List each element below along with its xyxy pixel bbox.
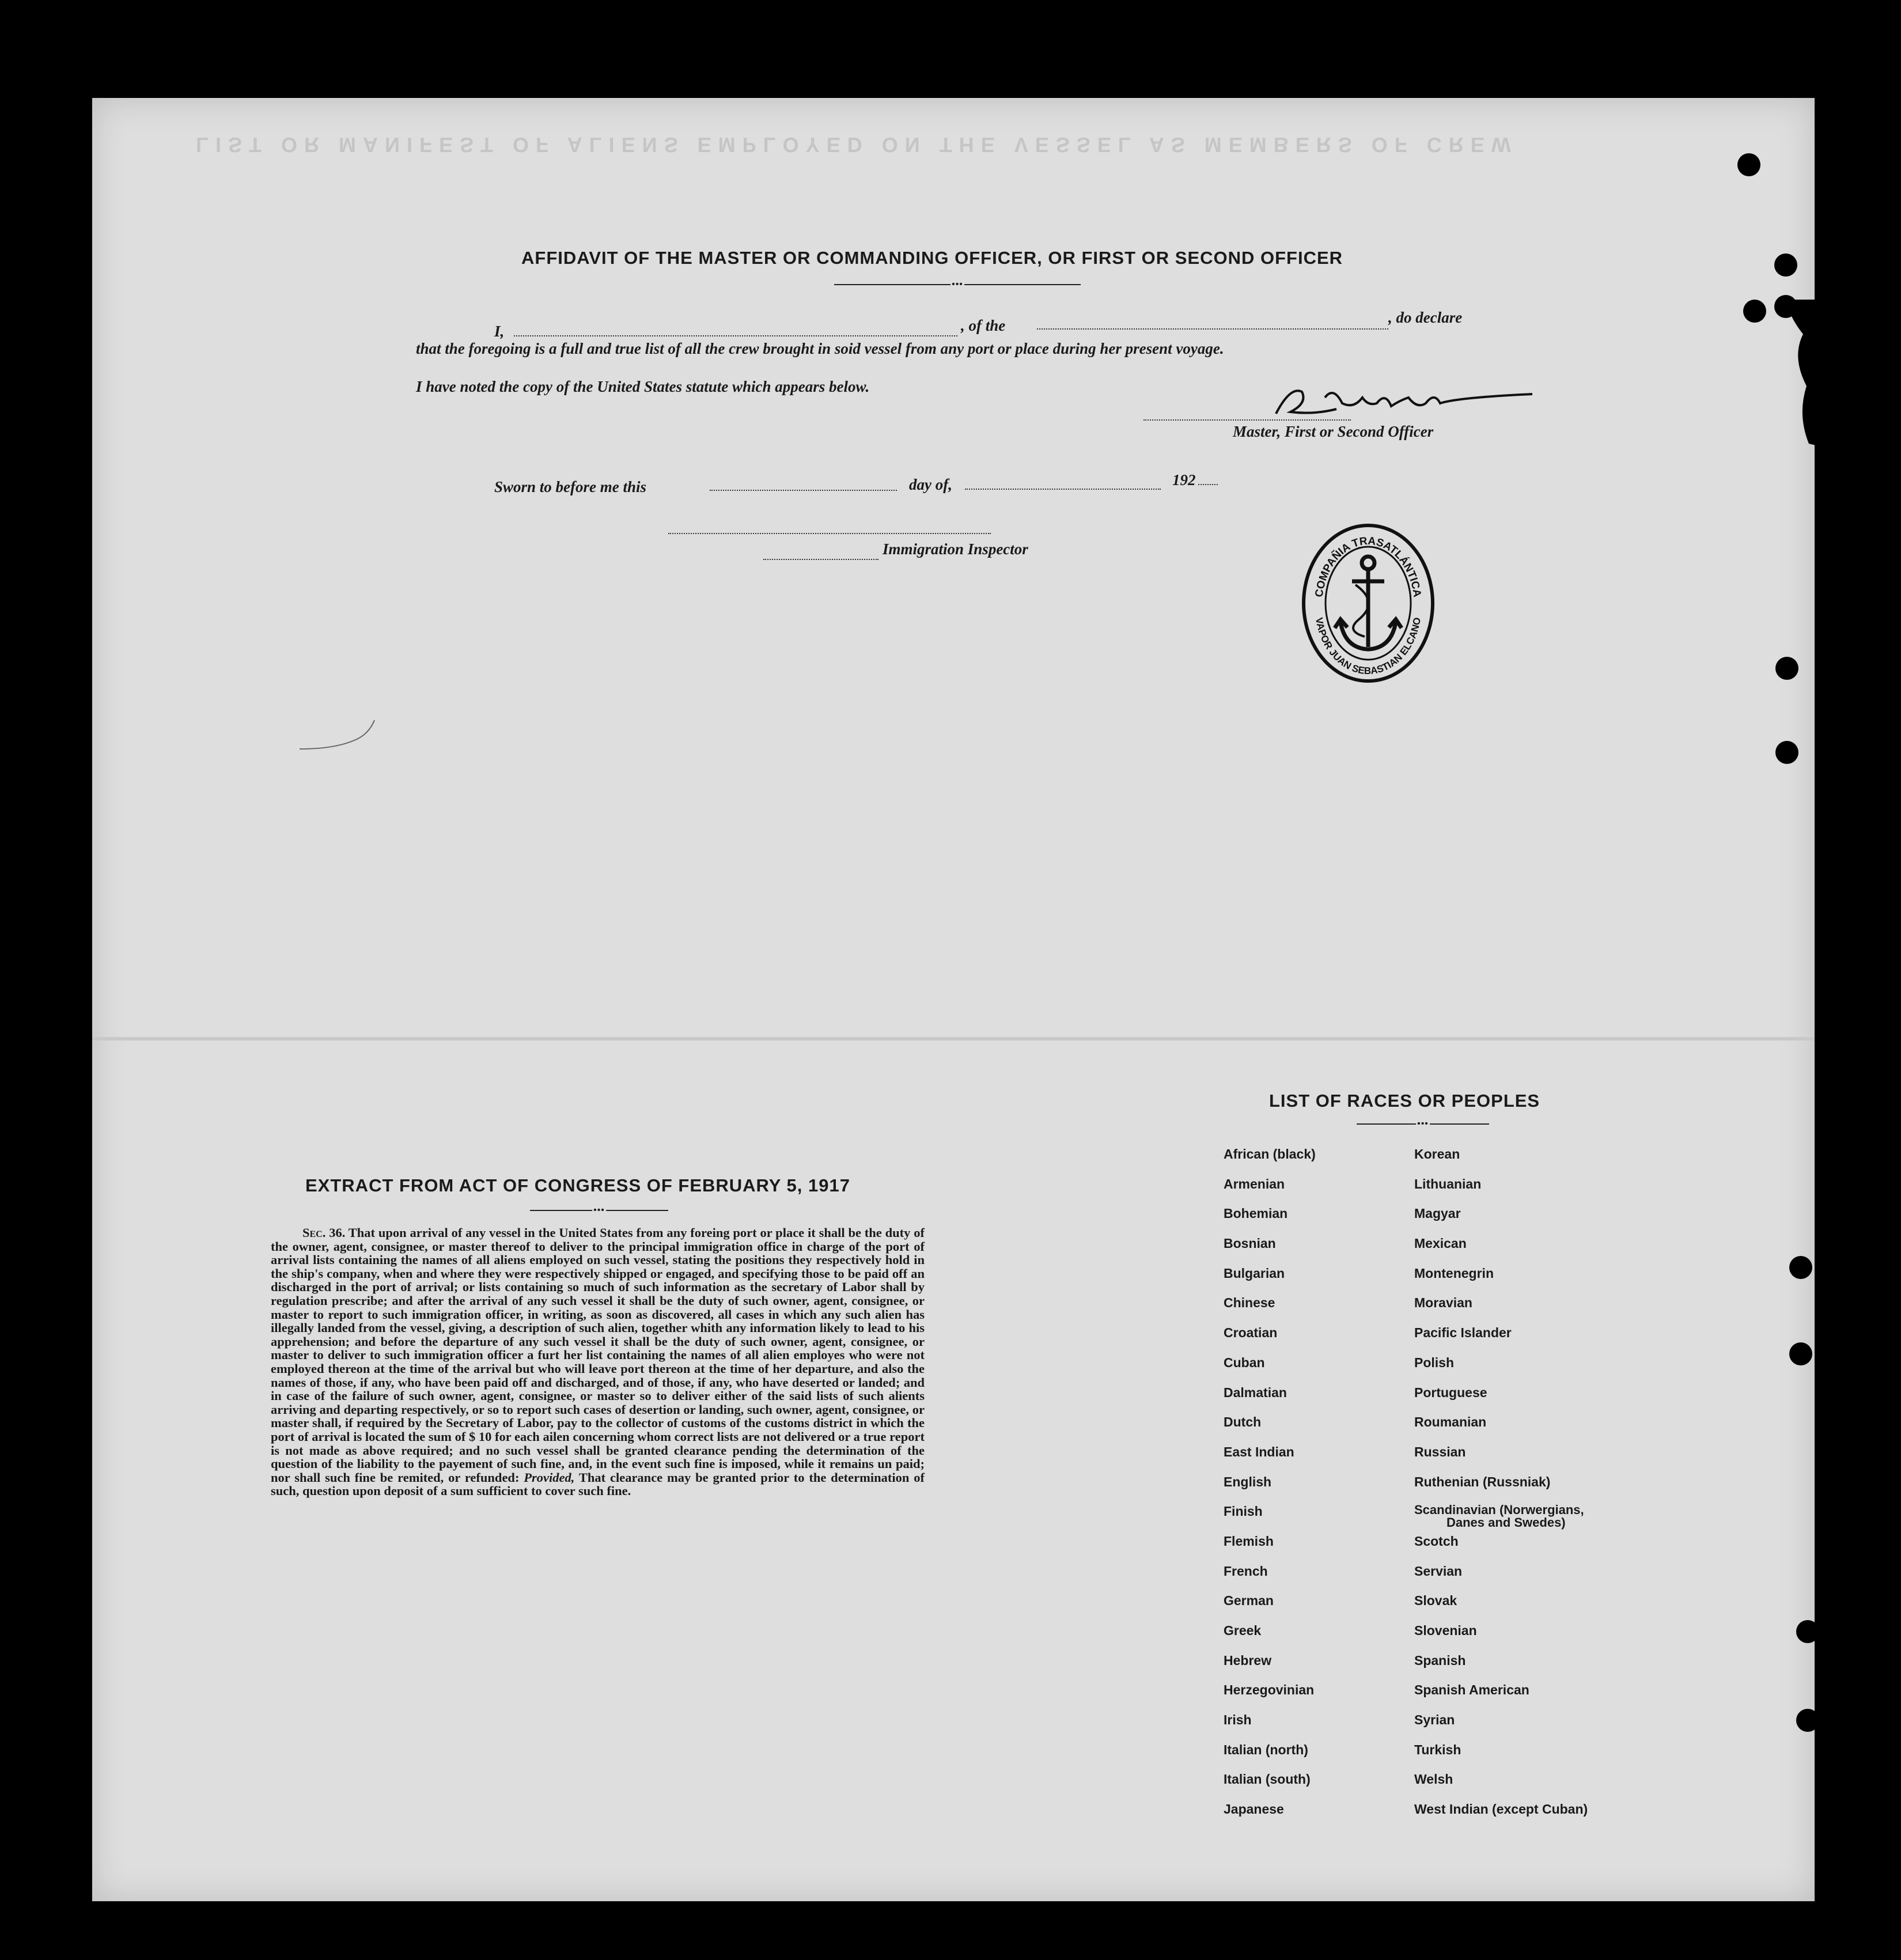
race-item: Scandinavian (Norwergians, (1414, 1503, 1584, 1518)
race-item: Montenegrin (1414, 1265, 1494, 1281)
races-rule: ••• (1357, 1123, 1489, 1125)
race-item: German (1224, 1593, 1274, 1609)
affidavit-declare: , do declare (1388, 309, 1463, 326)
race-item: Russian (1414, 1444, 1466, 1459)
race-item: Spanish American (1414, 1682, 1529, 1698)
sworn-year-field[interactable] (1198, 484, 1218, 485)
punch-hole (1796, 1620, 1819, 1643)
race-item: Chinese (1224, 1295, 1275, 1311)
punch-hole (1743, 300, 1766, 323)
section-number: 36. (329, 1225, 346, 1240)
race-item: Hebrew (1224, 1652, 1272, 1668)
race-item: Italian (south) (1224, 1772, 1311, 1787)
race-item: Bosnian (1224, 1236, 1276, 1251)
race-item: East Indian (1224, 1444, 1294, 1459)
race-item: Polish (1414, 1354, 1455, 1370)
race-item: Greek (1224, 1623, 1262, 1638)
sworn-label: Sworn to before me this (494, 478, 647, 495)
race-item: Lithuanian (1414, 1176, 1482, 1191)
race-item: Moravian (1414, 1295, 1472, 1311)
torn-edge (1786, 300, 1832, 449)
statute-body: That upon arrival of any vessel in the United States from any foreing port or place it shall be the duty of the owner, agent, consignee, or master thereof to deliver to the principal immigration office in charge of the port of arrival lists containing the names of all aliens employed on such vessel, stating the positions they respectively hold in the ship's company, when and where they were respectively shipped or engaged, and specifying those to be paid off an discharged in the port of arrival; or lists containing so much of such information as the secretary of Labor shall by regulation prescribe; and after the arrival of any such vessel it shall be the duty of such owner, agent, consignee, or master to report to such immigration officer, in writing, as soon as discovered, all cases in which any such alien has illegally landed from the vessel, giving, a description of such alien, together whith any information likely to lead to his apprehension; and before the departure of any such vessel it shall be the duty of such owner, agent, consignee, or master to deliver to such immigration officer a furt her list containing the names of all alien employes who were not employed thereon at the time of the arrival but who will leave port thereon at the time of her departure, and also the names of those, if any, who have been paid off and discharged, and of those, if any, who have deserted or landed; and in case of the failure of such owner, agent, consignee, or master so to deliver either of the said lists of such alients arriving and departing respectively, or so to report such cases of desertion or landing, such owner, agent, consignee, or master shall, if required by the Secretary of Labor, pay to the collector of customs of the customs district in which the port of arrival is located the sum of $ 10 for each ailen concerning whom correct lists are not delivered or a true report is not made as above required; and no such vessel shall be granted clearance pending the determination of the question of the liability to the payement of such fine, and, in the event such fine is imposed, while it remains un paid; nor shall such fine be remited, or refunded: (271, 1225, 925, 1485)
officer-signature (1267, 380, 1538, 426)
race-item-scandinavian (1414, 1504, 1588, 1534)
statute-tail: That clearance may be granted prior to the determination of such, question upon deposit of a sum sufficient to cover such fine. (271, 1470, 925, 1499)
races-right-column (1414, 1147, 1588, 1832)
race-item: Slovak (1414, 1593, 1457, 1609)
race-item: Ruthenian (Russniak) (1414, 1474, 1551, 1489)
punch-hole (1737, 153, 1760, 176)
anchor-icon (1335, 557, 1402, 649)
affidavit-i: I, (494, 323, 505, 340)
race-item: Pacific Islander (1414, 1325, 1512, 1341)
race-item: Mexican (1414, 1236, 1467, 1251)
fold-crease (92, 1037, 1815, 1040)
affidavit-title: AFFIDAVIT OF THE MASTER OR COMMANDING OFFICER, OR FIRST OR SECOND OFFICER (521, 248, 1343, 268)
race-item: Spanish (1414, 1652, 1466, 1668)
affidavit-statement: that the foregoing is a full and true list of all the crew brought in soid vessel from any port or place during her present voyage. (416, 340, 1224, 357)
bleed-through-text: LIST OR MANIFEST OF ALIENS EMPLOYED ON THE VESSEL AS MEMBERS OF CREW (196, 133, 1518, 157)
sworn-month-field[interactable] (965, 489, 1161, 490)
race-item: Japanese (1224, 1802, 1284, 1817)
year-label: 192 (1172, 471, 1196, 489)
race-item: Italian (north) (1224, 1742, 1308, 1757)
race-item: Scotch (1414, 1533, 1459, 1549)
statute-provided: Provided, (524, 1470, 575, 1485)
race-item: Bohemian (1224, 1206, 1288, 1221)
pencil-mark (300, 717, 380, 752)
race-item: Slovenian (1414, 1623, 1477, 1638)
race-item: Cuban (1224, 1354, 1265, 1370)
race-item: Korean (1414, 1147, 1460, 1161)
sworn-day-field[interactable] (710, 490, 897, 491)
affidavit-statute-note: I have noted the copy of the United States statute which appears below. (416, 378, 870, 395)
race-item: Servian (1414, 1563, 1463, 1579)
race-item: Croatian (1224, 1325, 1278, 1341)
inspector-caption: Immigration Inspector (883, 540, 1028, 558)
race-item: Herzegovinian (1224, 1682, 1315, 1698)
race-item: Dalmatian (1224, 1384, 1287, 1400)
race-item: Syrian (1414, 1712, 1455, 1728)
race-item: Turkish (1414, 1742, 1461, 1757)
race-item: Finish (1224, 1504, 1263, 1519)
race-item: Armenian (1224, 1176, 1285, 1191)
race-item: French (1224, 1563, 1268, 1579)
race-item: Flemish (1224, 1533, 1274, 1549)
race-item: Dutch (1224, 1414, 1262, 1430)
races-left-column (1224, 1147, 1316, 1832)
punch-hole (1789, 1342, 1812, 1365)
vessel-field[interactable] (1037, 328, 1388, 330)
title-rule: ••• (834, 284, 1081, 285)
signature-caption: Master, First or Second Officer (1233, 423, 1434, 440)
seal-text-top: COMPAÑIA TRASATLÁNTICA (1313, 535, 1423, 598)
extract-rule: ••• (530, 1210, 668, 1211)
statute-text (271, 1226, 925, 1498)
day-of-label: day of, (909, 476, 952, 493)
race-item: Portuguese (1414, 1384, 1487, 1400)
race-item: Magyar (1414, 1206, 1461, 1221)
race-item: West Indian (except Cuban) (1414, 1802, 1588, 1817)
race-item: Roumanian (1414, 1414, 1487, 1430)
inspector-line[interactable] (763, 559, 878, 560)
race-item: Irish (1224, 1712, 1252, 1728)
races-title: LIST OF RACES OR PEOPLES (1269, 1091, 1540, 1111)
race-item: African (black) (1224, 1147, 1316, 1161)
inspector-line-upper[interactable] (668, 533, 991, 534)
race-item-continued: Danes and Swedes) (1446, 1515, 1566, 1530)
punch-hole (702, 0, 725, 23)
seal-text-bottom: VAPOR JUAN SEBASTIAN ELCANO (1313, 616, 1423, 677)
punch-hole (1775, 741, 1798, 764)
punch-hole (1796, 1709, 1819, 1732)
affidavit-of-the: , of the (961, 317, 1006, 334)
punch-hole (1789, 1256, 1812, 1279)
race-item: Bulgarian (1224, 1265, 1285, 1281)
race-item: English (1224, 1474, 1272, 1489)
punch-hole (1775, 657, 1798, 680)
punch-hole (1774, 253, 1797, 277)
section-label: Sec. (302, 1225, 326, 1240)
race-item: Welsh (1414, 1772, 1453, 1787)
name-field[interactable] (514, 335, 957, 336)
extract-title: EXTRACT FROM ACT OF CONGRESS OF FEBRUARY 5, 1917 (305, 1175, 850, 1195)
company-stamp (1299, 521, 1437, 686)
